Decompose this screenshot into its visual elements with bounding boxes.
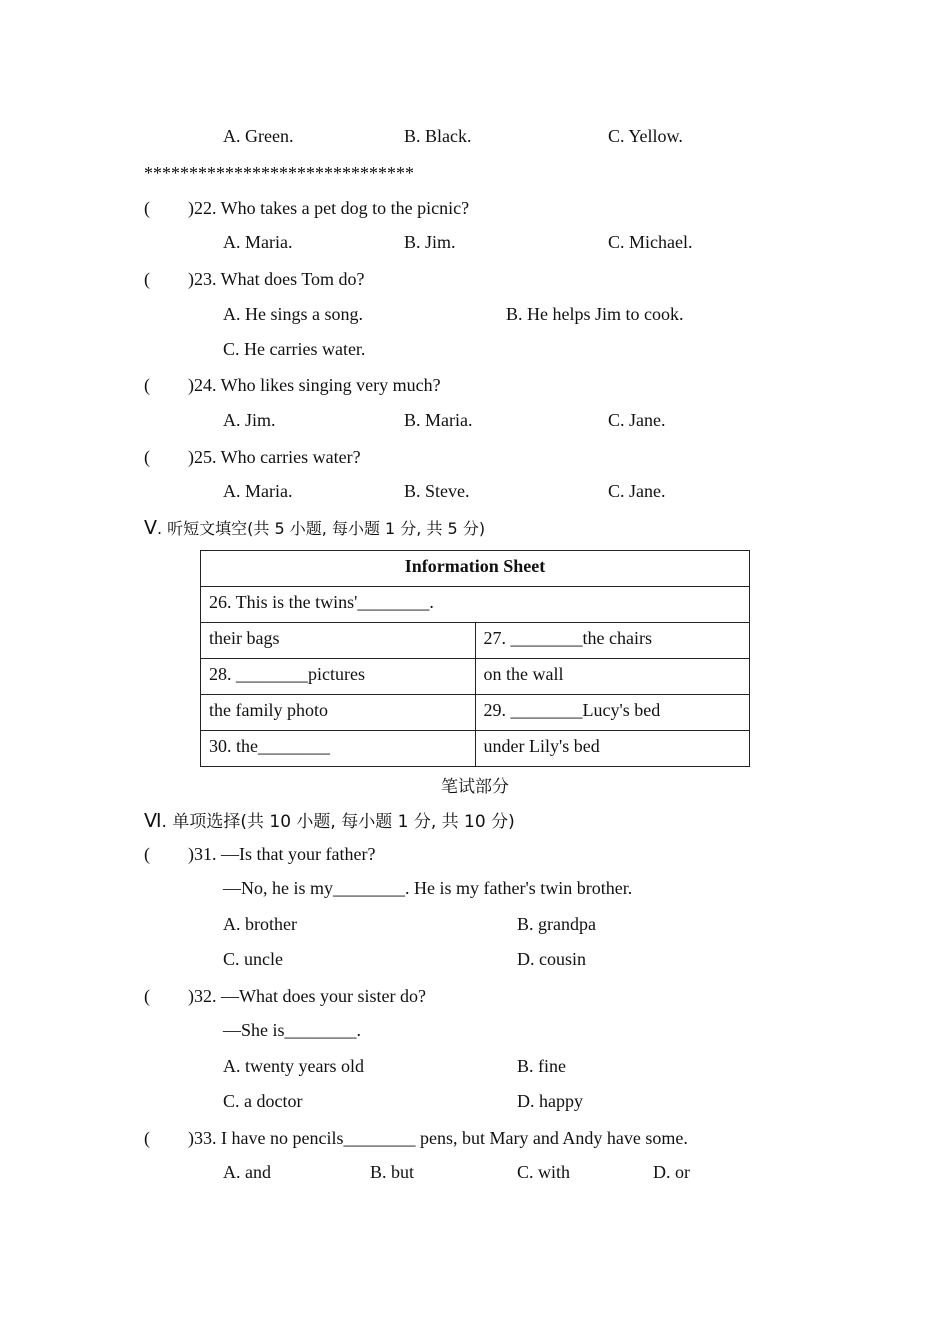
question-text: )32. —What does your sister do? xyxy=(188,986,426,1006)
option-b: B. grandpa xyxy=(517,914,596,934)
option-c: C. Jane. xyxy=(608,481,666,501)
question-dialog-line: —She is________. xyxy=(223,1020,362,1040)
information-sheet-table xyxy=(200,550,750,767)
table-cell: 27. ________the chairs xyxy=(475,623,750,659)
option-b: B. Jim. xyxy=(404,232,456,252)
section-numeral: Ⅴ xyxy=(144,518,157,539)
question-text: )23. What does Tom do? xyxy=(188,269,365,289)
question-text: )33. I have no pencils________ pens, but Mary and Andy have some. xyxy=(188,1128,688,1148)
option-d: D. or xyxy=(653,1162,690,1182)
question-dialog-line: —No, he is my________. He is my father's twin brother. xyxy=(223,878,633,898)
option-b: B. Black. xyxy=(404,126,472,146)
question-text: )22. Who takes a pet dog to the picnic? xyxy=(188,198,470,218)
section-6-heading xyxy=(144,807,515,833)
option-b: B. but xyxy=(370,1162,415,1182)
option-a: A. Maria. xyxy=(223,481,293,501)
option-a: A. Green. xyxy=(223,126,294,146)
answer-paren[interactable]: ( xyxy=(144,986,150,1006)
table-cell: 30. the________ xyxy=(201,731,476,767)
table-row xyxy=(201,695,750,731)
option-c: C. a doctor xyxy=(223,1091,303,1111)
answer-paren[interactable]: ( xyxy=(144,447,150,467)
table-cell: their bags xyxy=(201,623,476,659)
option-d: D. happy xyxy=(517,1091,583,1111)
answer-paren[interactable]: ( xyxy=(144,844,150,864)
table-title: Information Sheet xyxy=(201,551,750,587)
option-c: C. Yellow. xyxy=(608,126,683,146)
table-row xyxy=(201,659,750,695)
table-cell: the family photo xyxy=(201,695,476,731)
section-title: . 单项选择(共 10 小题, 每小题 1 分, 共 10 分) xyxy=(161,812,515,832)
option-c: C. Michael. xyxy=(608,232,693,252)
table-cell: on the wall xyxy=(475,659,750,695)
table-row xyxy=(201,623,750,659)
option-a: A. Maria. xyxy=(223,232,293,252)
section-title: . 听短文填空(共 5 小题, 每小题 1 分, 共 5 分) xyxy=(157,519,486,538)
section-5-heading xyxy=(144,516,485,540)
question-text: )24. Who likes singing very much? xyxy=(188,375,441,395)
question-text: )31. —Is that your father? xyxy=(188,844,376,864)
answer-paren[interactable]: ( xyxy=(144,1128,150,1148)
option-a: A. twenty years old xyxy=(223,1056,364,1076)
option-a: A. Jim. xyxy=(223,410,276,430)
table-row xyxy=(201,731,750,767)
option-c: C. with xyxy=(517,1162,571,1182)
separator: ****************************** xyxy=(144,163,414,183)
option-b: B. He helps Jim to cook. xyxy=(506,304,684,324)
section-numeral: Ⅵ xyxy=(144,811,162,832)
table-cell: 29. ________Lucy's bed xyxy=(475,695,750,731)
option-c: C. Jane. xyxy=(608,410,666,430)
written-part-title: 笔试部分 xyxy=(441,777,509,797)
question-text: )25. Who carries water? xyxy=(188,447,361,467)
option-a: A. brother xyxy=(223,914,297,934)
option-b: B. Steve. xyxy=(404,481,470,501)
option-a: A. and xyxy=(223,1162,271,1182)
option-c: C. uncle xyxy=(223,949,283,969)
table-cell: 28. ________pictures xyxy=(201,659,476,695)
option-b: B. fine xyxy=(517,1056,566,1076)
option-d: D. cousin xyxy=(517,949,586,969)
option-c: C. He carries water. xyxy=(223,339,366,359)
option-a: A. He sings a song. xyxy=(223,304,363,324)
table-cell: under Lily's bed xyxy=(475,731,750,767)
answer-paren[interactable]: ( xyxy=(144,198,150,218)
option-b: B. Maria. xyxy=(404,410,473,430)
answer-paren[interactable]: ( xyxy=(144,375,150,395)
answer-paren[interactable]: ( xyxy=(144,269,150,289)
table-cell: 26. This is the twins'________. xyxy=(201,587,750,623)
